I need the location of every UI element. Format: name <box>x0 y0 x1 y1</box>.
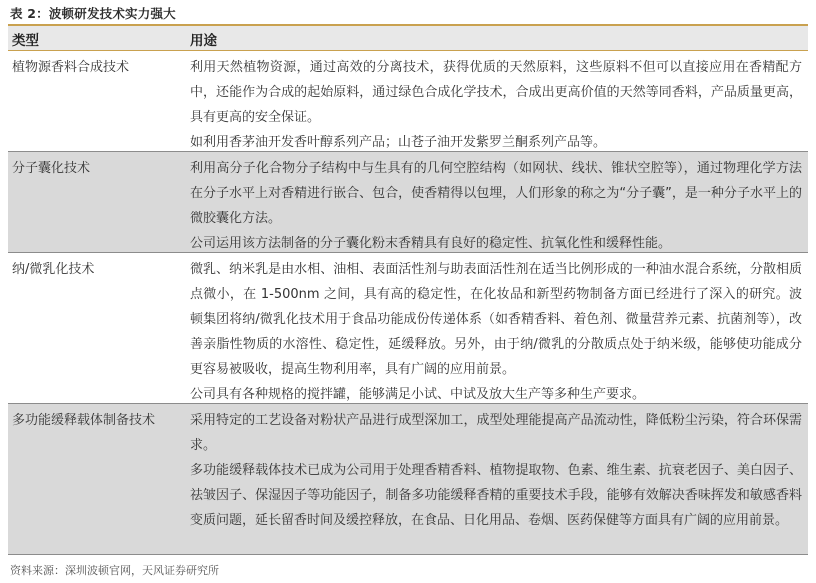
row-type: 分子囊化技术 <box>12 161 91 176</box>
row-paragraph: 如利用香茅油开发香叶醇系列产品；山苍子油开发紫罗兰酮系列产品等。 <box>190 135 607 150</box>
row-paragraph: 微乳、纳米乳是由水相、油相、表面活性剂与助表面活性剂在适当比例形成的一种油水混合系统，分散相质点微小，在 1-500nm 之间，具有高的稳定性，在化妆品和新型药物制备方面已经进行了深入的研究。波顿集团将纳/微乳化技术用于食品功能成份传递体系（如香精香料、着色剂、微量营养元素、抗菌剂等），改善亲脂性物质的水溶性、稳定性，延缓释放。另外，由于纳/微乳的分散质点处于纳米级，能够使功能成分更容易被吸收，提高生物利用率，具有广阔的应用前景。 <box>190 262 802 377</box>
row-paragraph: 公司具有各种规格的搅拌罐，能够满足小试、中试及放大生产等多种生产要求。 <box>190 387 646 402</box>
row-use <box>190 156 802 256</box>
source-note: 资料来源：深圳波顿官网，天风证券研究所 <box>10 564 219 577</box>
row-paragraph: 采用特定的工艺设备对粉状产品进行成型深加工，成型处理能提高产品流动性，降低粉尘污染，符合环保需求。 <box>190 413 802 453</box>
row-use <box>190 257 802 407</box>
row-paragraph: 公司运用该方法制备的分子囊化粉末香精具有良好的稳定性、抗氧化性和缓释性能。 <box>190 236 672 251</box>
table-title: 表 2：波顿研发技术实力强大 <box>10 6 176 21</box>
row-use <box>190 55 802 155</box>
row-paragraph: 利用高分子化合物分子结构中与生具有的几何空腔结构（如网状、线状、锥状空腔等），通过物理化学方法在分子水平上对香精进行嵌合、包合，使香精得以包埋，人们形象的称之为“分子囊”，是一种分子水平上的微胶囊化方法。 <box>190 161 802 226</box>
header-type: 类型 <box>12 33 39 49</box>
table-row <box>8 51 808 152</box>
row-use <box>190 408 802 533</box>
table-header <box>8 26 808 51</box>
header-use: 用途 <box>190 33 217 49</box>
row-type: 植物源香料合成技术 <box>12 60 130 75</box>
row-type: 多功能缓释载体制备技术 <box>12 413 156 428</box>
table-row <box>8 152 808 253</box>
row-paragraph: 利用天然植物资源，通过高效的分离技术，获得优质的天然原料，这些原料不但可以直接应用在香精配方中，还能作为合成的起始原料，通过绿色合成化学技术，合成出更高价值的天然等同香料，产品质量更高，具有更高的安全保证。 <box>190 60 802 125</box>
table-row <box>8 253 808 404</box>
table-row <box>8 404 808 555</box>
row-paragraph: 多功能缓释载体技术已成为公司用于处理香精香料、植物提取物、色素、维生素、抗衰老因子、美白因子、祛皱因子、保湿因子等功能因子，制备多功能缓释香精的重要技术手段，能够有效解决香味挥发和敏感香料变质问题，延长留香时间及缓控释放，在食品、日化用品、卷烟、医药保健等方面具有广阔的应用前景。 <box>190 463 802 528</box>
row-type: 纳/微乳化技术 <box>12 262 95 277</box>
